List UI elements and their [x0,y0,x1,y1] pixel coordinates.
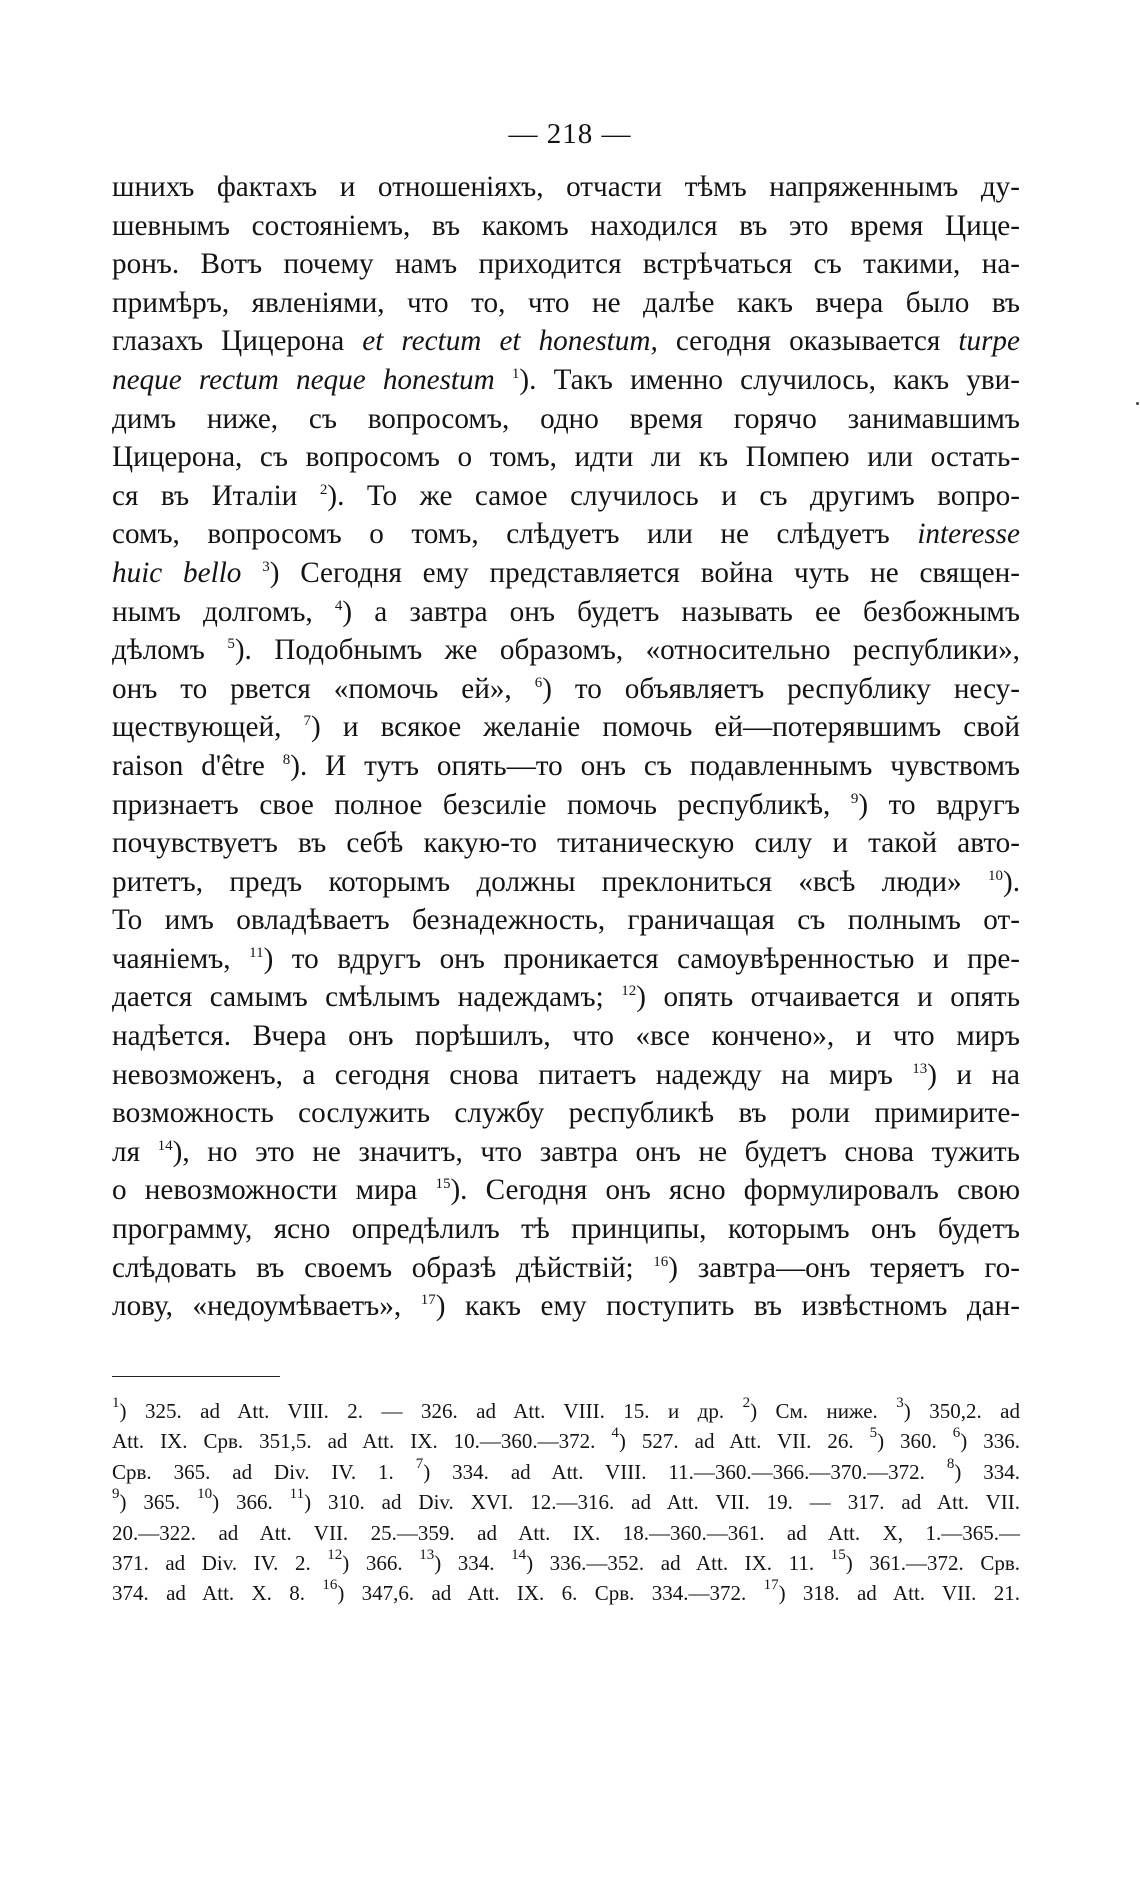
footnote-line: 20.—322. ad Att. VII. 25.—359. ad Att. IX. 18.—360.—361. ad Att. X, 1.—365.— [112,1520,1020,1545]
footnote-marker: 12 [621,983,637,1000]
body-line: невозможенъ, а сегодня снова питаетъ надежду на миръ $^{13}$) и на [112,1058,1021,1091]
italic-latin-phrase: huic bello [112,556,242,589]
italic-latin-phrase: turpe [958,325,1020,358]
footnote-marker: 14 [157,1137,173,1154]
footnote-marker: 3 [262,558,270,575]
footnote-line: Att. IX. Срв. 351,5. ad Att. IX. 10.—360.—372. $^4$) 527. ad Att. VII. 26. $^5$) 360. $^6$) 336. [112,1425,1021,1454]
body-line: онъ то рвется «помочь ей», $^6$) то объявляетъ республику несу- [112,672,1021,705]
footnote-line: Срв. 365. ad Div. IV. 1. $^7$) 334. ad Att. VIII. 11.—360.—366.—370.—372. $^8$) 334. [112,1455,1020,1484]
footnote-marker: 8 [282,751,291,768]
body-line: глазахъ Цицерона et rectum et honestum, сегодня оказывается turpe [112,325,1020,358]
body-line: слѣдовать въ своемъ образѣ дѣйствій; $^{16}$) завтра—онъ теряетъ го- [112,1251,1020,1284]
footnote-line: 374. ad Att. X. 8. $^{16}$) 347,6. ad Att. IX. 6. Срв. 334.—372. $^{17}$) 318. ad Att. VII. 21. [112,1577,1020,1606]
italic-latin-phrase: neque rectum neque honestum [112,363,495,396]
footnote-marker: 10 [197,1486,213,1503]
footnote-marker: 1 [112,1395,120,1411]
footnote-marker: 7 [303,713,312,730]
footnote-marker: 16 [653,1253,669,1270]
footnote-marker: 6 [534,674,543,691]
body-line: возможность сослужить службу республикѣ въ роли примирите- [112,1097,1020,1130]
footnote-marker: 9 [850,790,859,807]
footnote-line: $^9$) 365. $^{10}$) 366. $^{11}$) 310. ad Div. XVI. 12.—316. ad Att. VII. 19. — 317. ad Att. VII. [112,1486,1020,1515]
footnote-marker: 17 [420,1292,436,1309]
body-line: сомъ, вопросомъ о томъ, слѣдуетъ или не слѣдуетъ interesse [112,518,1020,551]
footnote-marker: 7 [415,1455,424,1472]
body-line: о невозможности мира $^{15}$). Сегодня онъ ясно формулировалъ свою [112,1174,1020,1207]
footnote-line: $^1$) 325. ad Att. VIII. 2. — 326. ad Att. VIII. 15. и др. $^2$) См. ниже. $^3$) 350,2. ad [112,1395,1020,1423]
footnote-marker: 16 [322,1577,338,1594]
body-line: шнихъ фактахъ и отношеніяхъ, отчасти тѣмъ напряженнымъ ду- [112,171,1020,203]
footnote-marker: 2 [742,1395,751,1411]
footnote-line: 371. ad Div. IV. 2. $^{12}$) 366. $^{13}$) 334. $^{14}$) 336.—352. ad Att. IX. 11. $^{15}$) 361.—372. Срв. [112,1546,1021,1575]
footnote-marker: 13 [912,1060,928,1077]
footnote-marker: 5 [869,1425,878,1442]
footnote-marker: 1 [511,365,520,382]
body-line: дается самымъ смѣлымъ надеждамъ; $^{12}$) опять отчаивается и опять [112,981,1020,1014]
body-line: примѣръ, явленіями, что то, что не далѣе какъ вчера было въ [112,286,1020,319]
body-line: дѣломъ $^5$). Подобнымъ же образомъ, «относительно республики», [112,634,1020,667]
footnote-marker: 4 [334,597,343,614]
body-line: ритетъ, предъ которымъ должны преклониться «всѣ люди» $^{10}$). [112,865,1020,898]
footnote-marker: 3 [896,1395,904,1411]
body-line: нымъ долгомъ, $^4$) а завтра онъ будетъ называть ее безбожнымъ [112,595,1020,628]
body-text [112,168,1020,1326]
body-line: почувствуетъ въ себѣ какую-то титаническую силу и такой авто- [112,827,1020,860]
body-line: признаетъ свое полное безсиліе помочь республикѣ, $^9$) то вдругъ [112,788,1020,821]
footnote-marker: 4 [611,1425,619,1442]
footnote-marker: 14 [511,1546,527,1563]
footnote-marker: 11 [289,1486,305,1503]
body-line: шевнымъ состояніемъ, въ какомъ находился въ это время Цице- [112,209,1020,242]
footnote-marker: 13 [419,1546,435,1563]
body-line: ся въ Италіи $^2$). То же самое случилось и съ другимъ вопро- [112,479,1020,512]
footnote-marker: 2 [319,481,328,498]
footnote-marker: 17 [763,1577,779,1594]
footnote-marker: 15 [830,1546,846,1563]
body-line: лову, «недоумѣваетъ», $^{17}$) какъ ему поступить въ извѣстномъ дан- [112,1290,1020,1323]
footnote-marker: 10 [987,867,1003,884]
footnote-marker: 12 [327,1546,343,1563]
italic-latin-phrase: interesse [917,518,1020,551]
footnote-marker: 11 [249,944,264,961]
body-line: димъ ниже, съ вопросомъ, одно время горячо занимавшимъ [112,402,1020,435]
footnote-marker: 8 [946,1455,955,1472]
margin-speck [1136,402,1139,405]
body-line: Цицерона, съ вопросомъ о томъ, идти ли къ Помпею или остать- [112,441,1020,474]
footnote-separator [112,1376,280,1377]
body-line: ществующей, $^7$) и всякое желаніе помочь ей—потерявшимъ свой [112,711,1020,744]
footnote-marker: 6 [952,1425,961,1442]
page-number: — 218 — [508,118,632,150]
body-line: ронъ. Вотъ почему намъ приходится встрѣчаться съ такими, на- [112,248,1020,281]
body-line: raison d'être $^8$). И тутъ опять—то онъ съ подавленнымъ чувствомъ [112,749,1021,782]
body-line: программу, ясно опредѣлилъ тѣ принципы, которымъ онъ будетъ [112,1213,1020,1246]
body-line: huic bello $^3$) Сегодня ему представляется война чуть не священ- [112,556,1020,589]
body-line: neque rectum neque honestum $^1$). Такъ именно случилось, какъ уви- [112,363,1020,396]
body-line: ля $^{14}$), но это не значитъ, что завтра онъ не будетъ снова тужить [112,1135,1020,1168]
footnote-marker: 15 [435,1176,451,1193]
body-line: надѣется. Вчера онъ порѣшилъ, что «все кончено», и что миръ [112,1020,1020,1053]
body-line: чаяніемъ, $^{11}$) то вдругъ онъ проникается самоувѣренностью и пре- [112,942,1020,975]
italic-latin-phrase: et rectum et honestum, [362,325,658,358]
footnotes [112,1396,1020,1609]
footnote-marker: 9 [112,1486,120,1503]
body-line: То имъ овладѣваетъ безнадежность, граничащая съ полнымъ от- [112,904,1020,937]
footnote-marker: 5 [227,636,235,653]
